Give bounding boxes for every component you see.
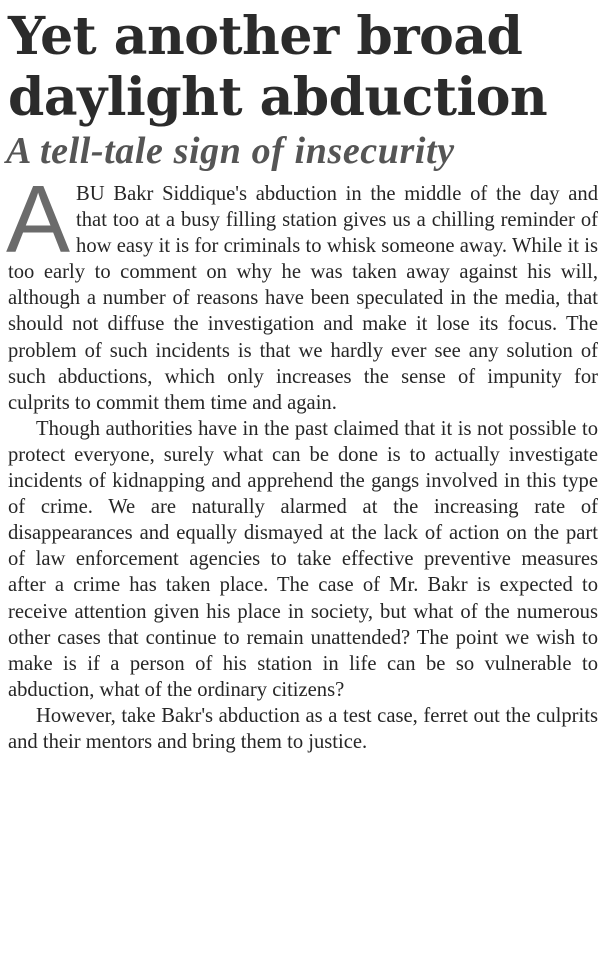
paragraph-2: Though authorities have in the past claimed that it is not possible to protect everyone, surely what can be done is to actually investigate incidents of kidnapping and apprehend the gangs involved in this type of crime. We are naturally alarmed at the increasing rate of disappearances and equally dismayed at the lack of action on the part of law enforcement agencies to take effective preventive measures after a crime has taken place. The case of Mr. Bakr is expected to receive attention given his place in society, but what of the numerous other cases that continue to remain unattended? The point we wish to make is if a person of his station in life can be so vulnerable to abduction, what of the ordinary citizens? (8, 417, 598, 701)
headline (8, 6, 598, 128)
drop-cap: A (6, 166, 71, 273)
paragraph-3: However, take Bakr's abduction as a test case, ferret out the culprits and their mentors and bring them to justice. (8, 704, 598, 753)
subheadline: A tell-tale sign of insecurity (6, 130, 455, 172)
headline-line-2: daylight abduction (8, 67, 548, 128)
editorial-article (8, 0, 598, 755)
article-body (6, 166, 598, 755)
headline-line-1: Yet another broad (8, 6, 523, 67)
paragraph-1-text: BU Bakr Siddique's abduction in the middle of the day and that too at a busy filling station gives us a chilling reminder of how easy it is for criminals to whisk someone away. While it is too early to comment on why he was taken away against his will, although a number of reasons have been speculated in the media, that should not diffuse the investigation and make it lose its focus. The problem of such incidents is that we hardly ever see any solution of such abductions, which only increases the sense of impunity for culprits to commit them time and again. (8, 183, 598, 414)
paragraph-1 (6, 166, 598, 416)
